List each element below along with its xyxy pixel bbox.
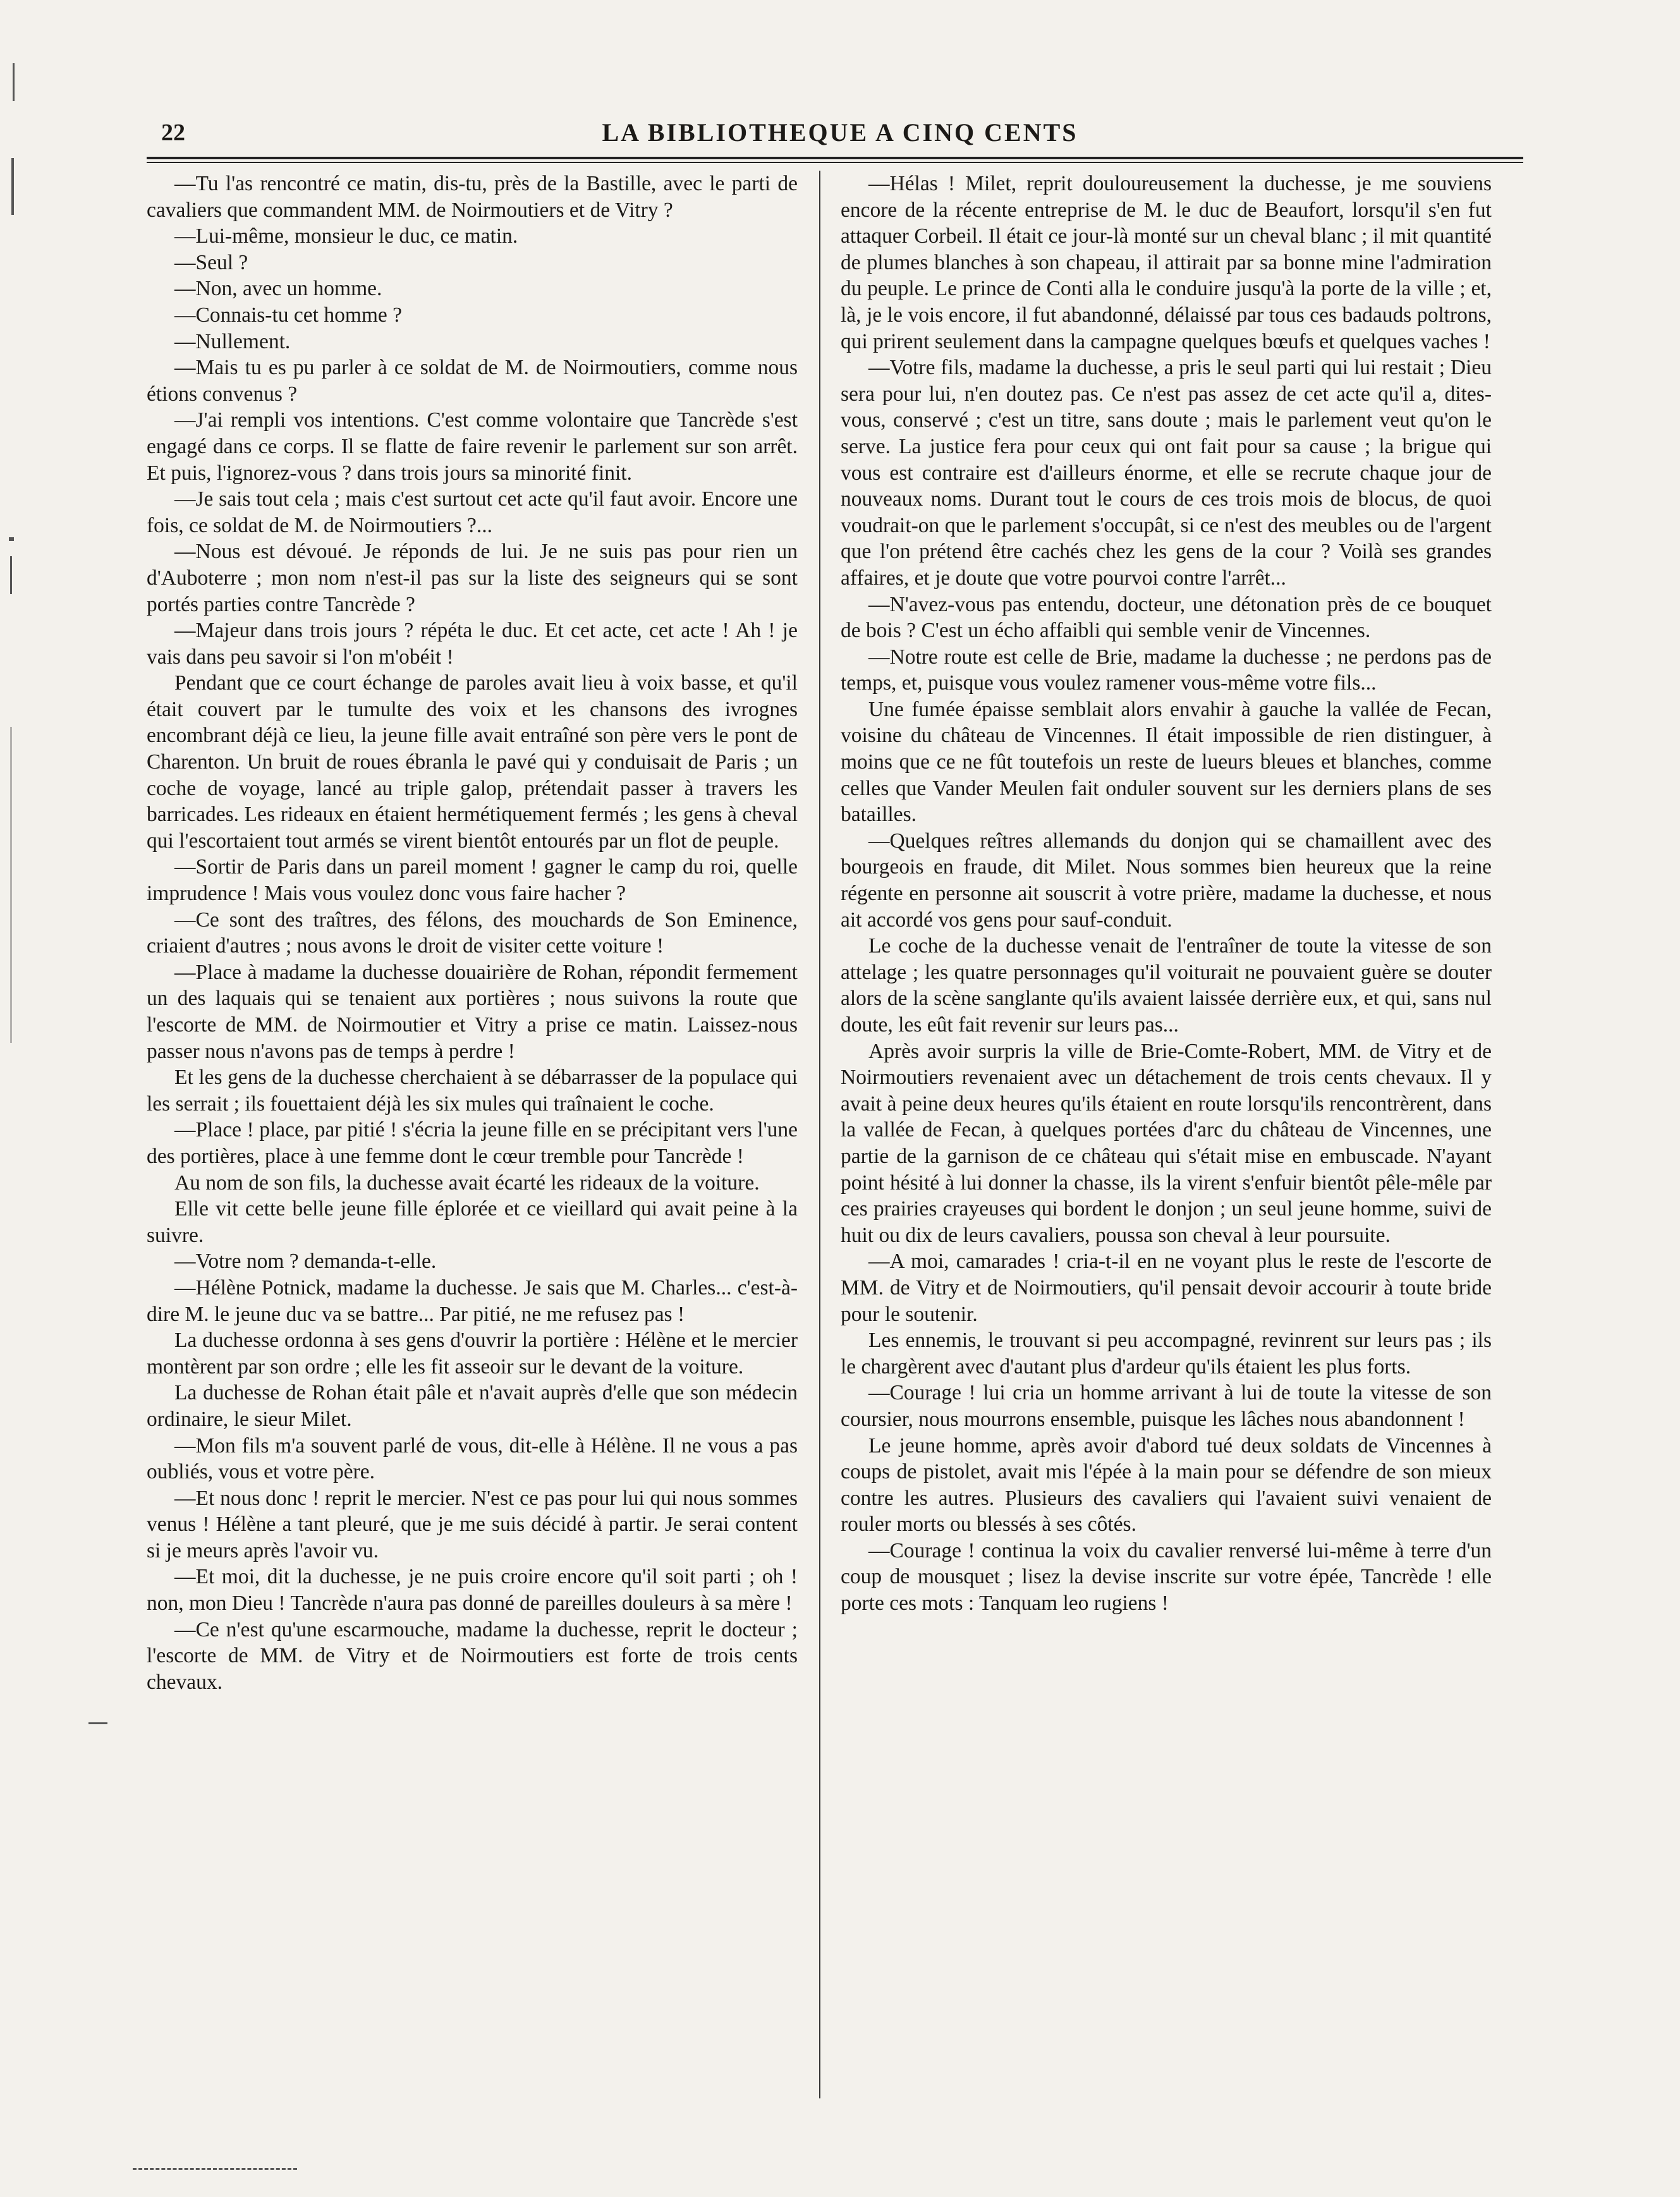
paragraph: —Mais tu es pu parler à ce soldat de M. de Noirmoutiers, comme nous étions convenus ? — [147, 356, 798, 406]
paragraph: —Et moi, dit la duchesse, je ne puis croire encore qu'il soit parti ; oh ! non, mon Dieu ! Tancrède n'aura pas donné de pareilles douleurs à sa mère ! — [147, 1565, 798, 1616]
paragraph: —Connais-tu cet homme ? — [174, 303, 403, 327]
paragraph: —Ce n'est qu'une escarmouche, madame la duchesse, reprit le docteur ; l'escorte de MM. de Vitry et de Noirmoutiers est forte de trois cents chevaux. — [147, 1617, 798, 1694]
paragraph: —Place ! place, par pitié ! s'écria la jeune fille en se précipitant vers l'une des portières, place à une femme dont le cœur tremble pour Tancrède ! — [147, 1118, 798, 1168]
paragraph: Le coche de la duchesse venait de l'entraîner de toute la vitesse de son attelage ; les quatre personnages qu'il voiturait ne pouvaient guère se douter alors de la scène sanglante qu'ils avaient laissée derrière eux, et qui, sans nul doute, les eût fait revenir sur leurs pas... — [841, 934, 1492, 1037]
paragraph: —Et nous donc ! reprit le mercier. N'est ce pas pour lui qui nous sommes venus ! Hélène a tant pleuré, que je me suis décidé à partir. Je serai content si je meurs après l'avoir vu. — [147, 1486, 798, 1562]
paragraph: Après avoir surpris la ville de Brie-Comte-Robert, MM. de Vitry et de Noirmoutiers revenaient avec un détachement de trois cents chevaux. Il y avait à peine deux heures qu'ils étaient en route lorsqu'ils rencontrèrent, dans la vallée de Fecan, à quelques portées d'arc du château de Vincennes, une partie de la garnison de ce château qui s'était mise en embuscade. N'ayant point hésité à lui donner la chasse, ils la virent s'enfuir bientôt pêle-mêle par ces prairies crayeuses qui bordent le donjon ; un seul jeune homme, suivi de huit ou dix de leurs cavaliers, poussa son cheval à leur poursuite. — [841, 1039, 1492, 1247]
paragraph: La duchesse de Rohan était pâle et n'avait auprès d'elle que son médecin ordinaire, le sieur Milet. — [147, 1381, 798, 1431]
paragraph: Elle vit cette belle jeune fille éplorée et ce vieillard qui avait peine à la suivre. — [147, 1197, 798, 1247]
paragraph: —N'avez-vous pas entendu, docteur, une détonation près de ce bouquet de bois ? C'est un écho affaibli qui semble venir de Vincennes. — [841, 592, 1492, 643]
paragraph: —Tu l'as rencontré ce matin, dis-tu, près de la Bastille, avec le parti de cavaliers que commandent MM. de Noirmoutiers et de Vitry ? — [147, 172, 798, 222]
paragraph: —Votre fils, madame la duchesse, a pris le seul parti qui lui restait ; Dieu sera pour lui, n'en doutez pas. Ce n'est pas assez de cet acte qu'il a, dites-vous, conservé ; c'est un titre, sans doute ; mais le parlement veut qu'on le serve. La justice fera pour ceux qui ont fait pour sa cause ; la brigue qui vous est contraire est d'ailleurs énorme, et elle se recrute chaque jour de nouveaux noms. Durant tout le cours de ces trois mois de blocus, de quoi voudrait-on que le parlement s'occupât, si ce n'est des meubles ou de l'argent que l'on prétend être cachés chez les gens de la cour ? Voilà ses grandes affaires, et je doute que votre pourvoi contre l'arrêt... — [841, 356, 1492, 590]
paragraph: —Nous est dévoué. Je réponds de lui. Je ne suis pas pour rien un d'Auboterre ; mon nom n'est-il pas sur la liste des seigneurs qui se sont portés parties contre Tancrède ? — [147, 540, 798, 616]
paragraph: —Nullement. — [174, 329, 291, 353]
paragraph: —Notre route est celle de Brie, madame la duchesse ; ne perdons pas de temps, et, puisque vous voulez ramener vous-même votre fils... — [841, 645, 1492, 695]
paragraph: —Sortir de Paris dans un pareil moment ! gagner le camp du roi, quelle imprudence ! Mais vous voulez donc vous faire hacher ? — [147, 855, 798, 906]
footer-rule — [133, 2168, 297, 2170]
paragraph: —Votre nom ? demanda-t-elle. — [174, 1250, 437, 1274]
running-title: LA BIBLIOTHEQUE A CINQ CENTS — [602, 118, 1078, 147]
paragraph: —Quelques reîtres allemands du donjon qui se chamaillent avec des bourgeois en fraude, dit Milet. Nous sommes bien heureux que la reine régente en personne ait souscrit à votre prière, madame la duchesse, et nous ait accordé vos gens pour sauf-conduit. — [841, 829, 1492, 932]
paragraph: La duchesse ordonna à ses gens d'ouvrir la portière : Hélène et le mercier montèrent par son ordre ; elle les fit asseoir sur le devant de la voiture. — [147, 1329, 798, 1378]
paragraph: —Je sais tout cela ; mais c'est surtout cet acte qu'il faut avoir. Encore une fois, ce soldat de M. de Noirmoutiers ?... — [147, 487, 798, 537]
paragraph: Au nom de son fils, la duchesse avait écarté les rideaux de la voiture. — [174, 1171, 760, 1195]
paragraph: —Place à madame la duchesse douairière de Rohan, répondit fermement un des laquais qui se tenaient aux portières ; nous suivons la route que l'escorte de MM. de Noirmoutier et Vitry a prise ce matin. Laissez-nous passer nous n'avons pas de temps à perdre ! — [147, 960, 798, 1063]
left-text-column — [147, 171, 798, 2098]
page-number: 22 — [161, 119, 185, 146]
paragraph: —Ce sont des traîtres, des félons, des mouchards de Son Eminence, criaient d'autres ; nous avons le droit de visiter cette voiture ! — [147, 908, 798, 958]
paragraph: Les ennemis, le trouvant si peu accompagné, revinrent sur leurs pas ; ils le chargèrent avec d'autant plus d'ardeur qu'ils étaient les plus forts. — [841, 1329, 1492, 1378]
paragraph: —Hélène Potnick, madame la duchesse. Je sais que M. Charles... c'est-à-dire M. le jeune duc va se battre... Par pitié, ne me refusez pas ! — [147, 1275, 798, 1326]
paragraph: —Courage ! continua la voix du cavalier renversé lui-même à terre d'un coup de mousquet ; lisez la devise inscrite sur votre épée, Tancrède ! elle porte ces mots : Tanquam leo rugiens ! — [841, 1538, 1492, 1616]
paragraph: Une fumée épaisse semblait alors envahir à gauche la vallée de Fecan, voisine du château de Vincennes. Il était impossible de rien distinguer, à moins que ce ne fût toutefois un reste de lueurs bleues et blanches, comme celles que Vander Meulen fait onduler souvent sur les derniers plans de ses batailles. — [841, 697, 1492, 827]
paragraph: —Non, avec un homme. — [174, 277, 382, 301]
scan-margin-marks — [0, 0, 82, 2197]
paragraph: Le jeune homme, après avoir d'abord tué deux soldats de Vincennes à coups de pistolet, avait mis l'épée à la main pour se défendre de son mieux contre les autres. Plusieurs des cavaliers qui l'avaient suivi venaient de rouler morts ou blessés à ses côtés. — [841, 1433, 1492, 1537]
paragraph: Et les gens de la duchesse cherchaient à se débarrasser de la populace qui les serrait ; ils fouettaient déjà les six mules qui traînaient le coche. — [147, 1066, 798, 1116]
page-header — [161, 113, 1519, 157]
paragraph: Pendant que ce court échange de paroles avait lieu à voix basse, et qu'il était couvert par le tumulte des voix et les chansons des ivrognes encombrant déjà ce lieu, la jeune fille avait entraîné son père vers le pont de Charenton. Un bruit de roues ébranla le pavé qui y conduisait de Paris ; un coche de voyage, lancé au triple galop, prétendait passer à travers les barricades. Les rideaux en étaient hermétiquement fermés ; les gens à cheval qui l'escortaient tout armés se virent bientôt entourés par un flot de peuple. — [147, 671, 798, 853]
paragraph: —Seul ? — [174, 250, 248, 274]
paragraph: —Lui-même, monsieur le duc, ce matin. — [174, 224, 518, 248]
header-double-rule — [147, 157, 1523, 163]
paragraph: —Courage ! lui cria un homme arrivant à lui de toute la vitesse de son coursier, nous mourrons ensemble, puisque les lâches nous abandonnent ! — [841, 1381, 1492, 1431]
paragraph: —A moi, camarades ! cria-t-il en ne voyant plus le reste de l'escorte de MM. de Vitry et de Noirmoutiers, qu'il pensait devoir accourir à toute bride pour le soutenir. — [841, 1250, 1492, 1326]
column-divider — [819, 171, 820, 2098]
paragraph: —Hélas ! Milet, reprit douloureusement la duchesse, je me souviens encore de la récente entreprise de M. le duc de Beaufort, lorsqu'il s'en fut attaquer Corbeil. Il était ce jour-là monté sur un cheval blanc ; il mit quantité de plumes blanches à son chapeau, il attirait par sa bonne mine l'admiration du peuple. Le prince de Conti alla le conduire jusqu'à la porte de la ville ; et, là, je le vois encore, il fut abandonné, délaissé par tous ces badauds poltrons, qui prirent seulement dans la campagne quelques bœufs et quelques vaches ! — [841, 172, 1492, 353]
paragraph: —J'ai rempli vos intentions. C'est comme volontaire que Tancrède s'est engagé dans ce corps. Il se flatte de faire revenir le parlement sur son arrêt. Et puis, l'ignorez-vous ? dans trois jours sa minorité finit. — [147, 408, 798, 485]
paragraph: —Majeur dans trois jours ? répéta le duc. Et cet acte, cet acte ! Ah ! je vais dans peu savoir si l'on m'obéit ! — [147, 619, 798, 669]
paragraph: —Mon fils m'a souvent parlé de vous, dit-elle à Hélène. Il ne vous a pas oubliés, vous et votre père. — [147, 1433, 798, 1484]
right-text-column — [841, 171, 1492, 2098]
